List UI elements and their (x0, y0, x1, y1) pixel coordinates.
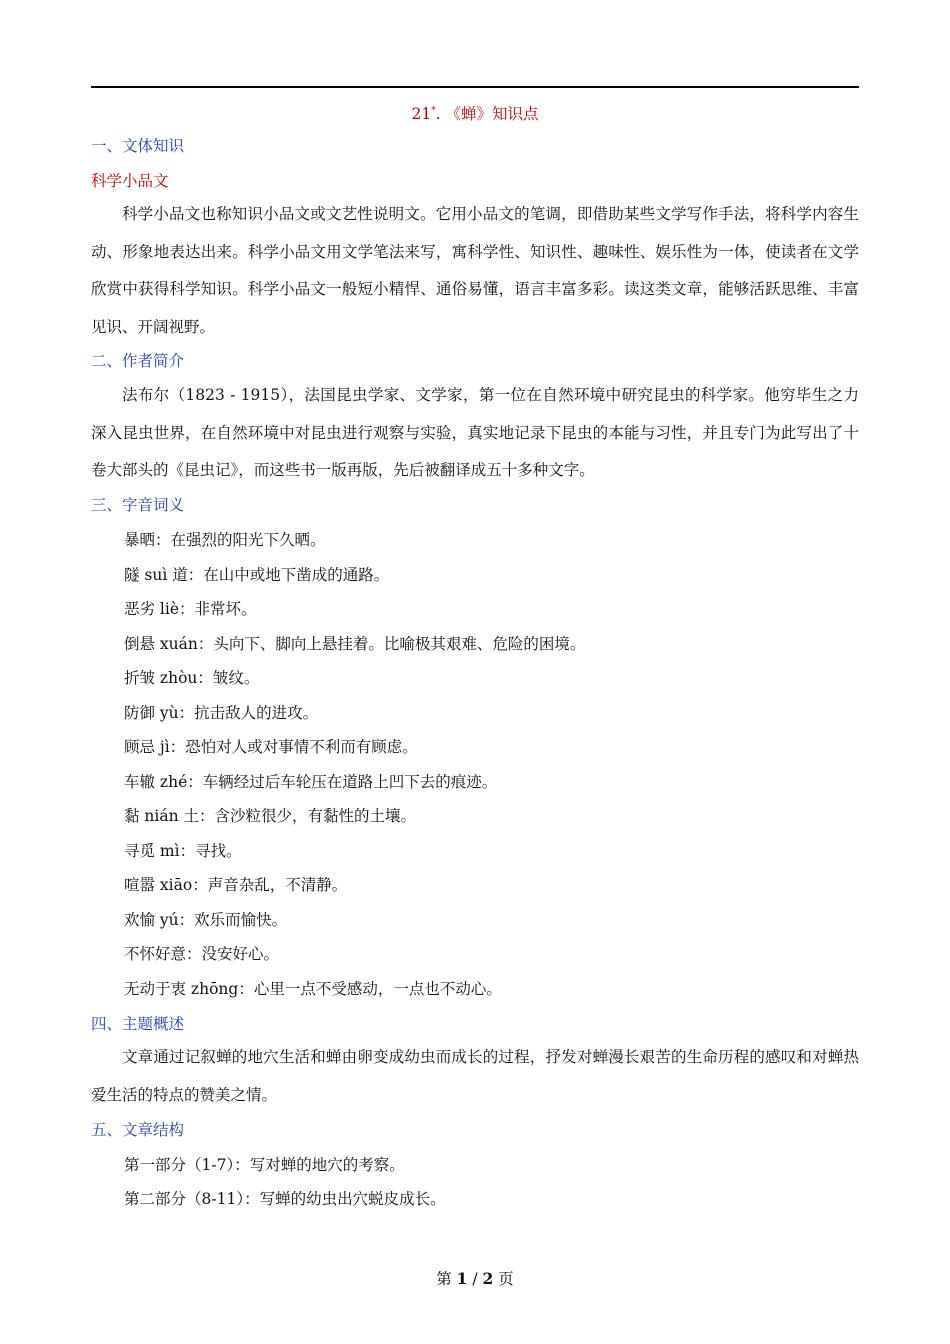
vocab-entry: 折皱 zhòu：皱纹。 (124, 669, 260, 687)
section-heading-structure: 五、文章结构 (91, 1121, 185, 1139)
total-pages: 2 (482, 1269, 494, 1288)
vocab-entry: 恶劣 liè：非常坏。 (124, 600, 257, 618)
vocab-entry: 顾忌 jì：恐怕对人或对事情不利而有顾虑。 (124, 738, 418, 756)
vocab-entry: 车辙 zhé：车辆经过后车轮压在道路上凹下去的痕迹。 (124, 773, 498, 791)
section-heading-genre: 一、文体知识 (91, 137, 185, 155)
title-mark: * (431, 106, 436, 116)
header-rule (91, 86, 859, 88)
vocab-entry: 喧嚣 xiāo：声音杂乱，不清静。 (124, 876, 348, 894)
vocab-entry: 倒悬 xuán：头向下、脚向上悬挂着。比喻极其艰难、危险的困境。 (124, 635, 586, 653)
subheading-science-essay: 科学小品文 (91, 172, 169, 190)
paragraph-author: 法布尔（1823 - 1915），法国昆虫学家、文学家，第一位在自然环境中研究昆虫的科学家。他穷毕生之力深入昆虫世界，在自然环境中对昆虫进行观察与实验，真实地记录下昆虫的本能与习性，并且专门为此写出了十卷大部头的《昆虫记》，而这些书一版再版，先后被翻译成五十多种文字。 (91, 386, 859, 479)
current-page: 1 (456, 1269, 468, 1288)
structure-entry: 第一部分（1-7）：写对蝉的地穴的考察。 (124, 1156, 405, 1174)
footer-sep: / (467, 1270, 483, 1288)
vocab-entry: 黏 nián 土：含沙粒很少，有黏性的土壤。 (124, 807, 417, 825)
structure-entry: 第二部分（8-11）：写蝉的幼虫出穴蜕皮成长。 (124, 1190, 446, 1208)
title-text: . 《蝉》知识点 (435, 105, 539, 124)
title-number: 21 (411, 105, 432, 124)
vocab-entry: 寻觅 mì：寻找。 (124, 842, 242, 860)
paragraph-genre: 科学小品文也称知识小品文或文艺性说明文。它用小品文的笔调，即借助某些文学写作手法，将科学内容生动、形象地表达出来。科学小品文用文学笔法来写，寓科学性、知识性、趣味性、娱乐性为一体，使读者在文学欣赏中获得科学知识。科学小品文一般短小精悍、通俗易懂，语言丰富多彩。读这类文章，能够活跃思维、丰富见识、开阔视野。 (91, 205, 859, 336)
vocab-entry: 无动于衷 zhōng：心里一点不受感动，一点也不动心。 (124, 980, 502, 998)
section-heading-vocabulary: 三、字音词义 (91, 496, 185, 514)
section-heading-author: 二、作者简介 (91, 352, 185, 370)
vocab-entry: 防御 yù：抗击敌人的进攻。 (124, 704, 319, 722)
vocab-entry: 暴晒：在强烈的阳光下久晒。 (124, 531, 326, 549)
vocab-entry: 不怀好意：没安好心。 (124, 945, 280, 963)
vocab-entry: 隧 suì 道：在山中或地下凿成的通路。 (124, 566, 390, 584)
footer-suffix: 页 (493, 1270, 514, 1288)
page-number-footer (0, 1267, 950, 1289)
footer-prefix: 第 (436, 1270, 457, 1288)
document-title (0, 101, 950, 124)
section-heading-theme: 四、主题概述 (91, 1015, 185, 1033)
paragraph-theme: 文章通过记叙蝉的地穴生活和蝉由卵变成幼虫而成长的过程，抒发对蝉漫长艰苦的生命历程的感叹和对蝉热爱生活的特点的赞美之情。 (91, 1048, 859, 1104)
vocab-entry: 欢愉 yú：欢乐而愉快。 (124, 911, 288, 929)
